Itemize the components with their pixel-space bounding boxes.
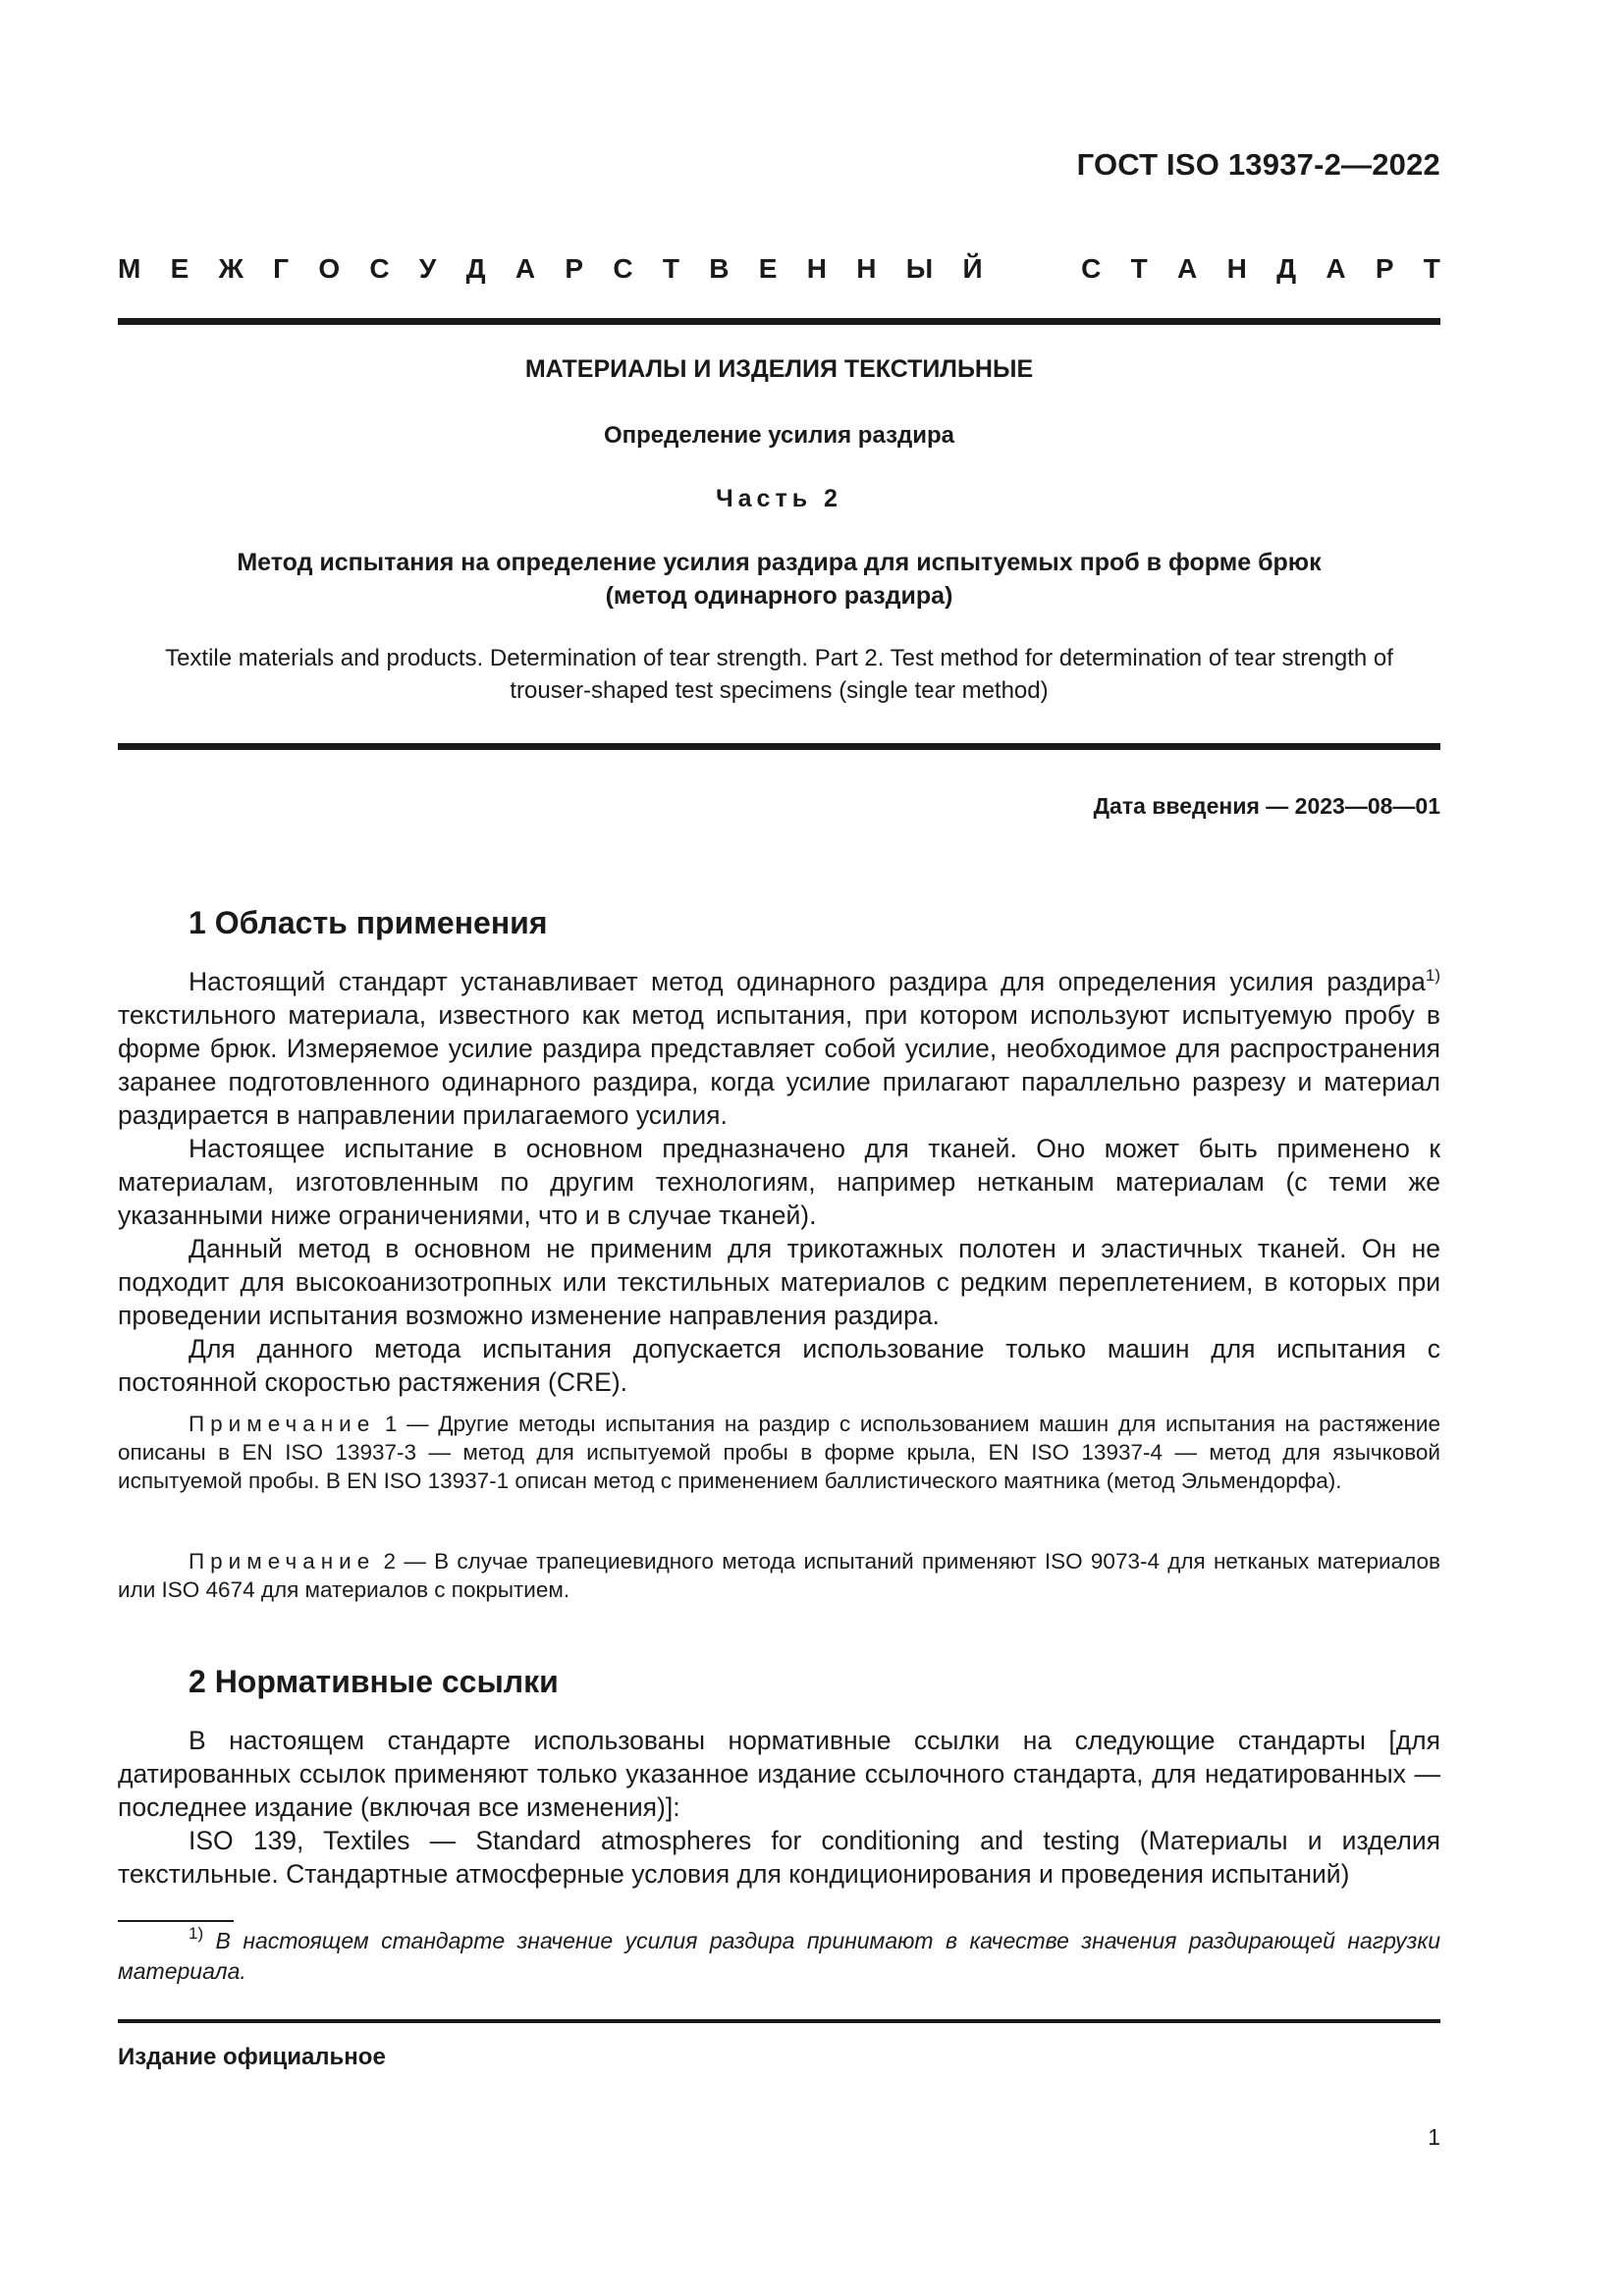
- standard_word1-letter: Д: [465, 253, 486, 284]
- section-2-body: [118, 1724, 1440, 1891]
- effective-date: Дата введения — 2023—08—01: [1093, 793, 1440, 819]
- section-1-heading: 1 Область применения: [189, 905, 548, 940]
- word-gap: [1012, 253, 1052, 285]
- standard_word2-letter: Р: [1375, 253, 1394, 284]
- title-sub: Определение усилия раздира: [603, 422, 955, 449]
- footnote-mark: 1): [189, 1924, 204, 1943]
- standard_word1-letter: Ы: [905, 253, 934, 284]
- standard_word1-letter: Е: [170, 253, 189, 284]
- official-edition-label: Издание официальное: [118, 2044, 386, 2070]
- paragraph: ISO 139, Textiles — Standard atmospheres for conditioning and testing (Материалы и изделия текстильные. Стандартные атмосферные условия для кондиционирования и проведения испытаний): [118, 1826, 1440, 1889]
- top-rule: [118, 318, 1440, 325]
- standard_word1-letter: Ж: [218, 253, 244, 284]
- standard_word2-letter: Д: [1276, 253, 1297, 284]
- footnote-separator: [118, 1920, 234, 1922]
- note-1: Примечание 1 — Другие методы испытания на раздир с использованием машин для испытания на растяжение описаны в EN ISO 13937-3 — метод для испытуемой пробы в форме крыла, EN ISO 13937-4 — метод для язычковой испытуемой пробы. В EN ISO 13937-1 описан метод с применением баллистического маятника (метод Эльмендорфа).: [118, 1412, 1440, 1493]
- note-label: Примечание: [189, 1549, 376, 1574]
- title-method: [118, 546, 1440, 613]
- standard_word1-letter: М: [118, 253, 141, 284]
- standard_word1-letter: Н: [806, 253, 827, 284]
- section-1-body: [118, 965, 1440, 1399]
- paragraph: Настоящий стандарт устанавливает метод одинарного раздира для определения усилия раздира$^{1)}$ текстильного материала, известного как метод испытания, при котором используют испытуемую пробу в форме брюк. Измеряемое усилие раздира представляет собой усилие, необходимое для распространения заранее подготовленного одинарного раздира, когда усилие прилагают параллельно разрезу и материал раздирается в направлении прилагаемого усилия.: [118, 966, 1440, 1130]
- standard_word1-letter: Н: [856, 253, 877, 284]
- title-rule: [118, 743, 1440, 750]
- title-part: Часть 2: [716, 485, 842, 512]
- title-method-line2: (метод одинарного раздира): [605, 582, 953, 610]
- footnote: $^{1)}$ В настоящем стандарте значение усилия раздира принимают в качестве значения раздирающей нагрузки материала.: [118, 1924, 1440, 1984]
- title-method-line1: Метод испытания на определение усилия раздира для испытуемых проб в форме брюк: [237, 549, 1322, 576]
- paragraph: В настоящем стандарте использованы нормативные ссылки на следующие стандарты [для датированных ссылок применяют только указанное издание ссылочного стандарта, для недатированных — последнее издание (включая все изменения)]:: [118, 1726, 1440, 1822]
- standard_word1-letter: С: [369, 253, 390, 284]
- page-number: 1: [1428, 2124, 1440, 2150]
- standard_word1-letter: Й: [962, 253, 983, 284]
- standard_word1-letter: О: [318, 253, 341, 284]
- paragraph: Настоящее испытание в основном предназначено для тканей. Оно может быть применено к материалам, изготовленным по другим технологиям, например нетканым материалам (с теми же указанными ниже ограничениями, что и в случае тканей).: [118, 1134, 1440, 1230]
- footer-rule: [118, 2019, 1440, 2023]
- standard_word1-letter: С: [613, 253, 633, 284]
- standard_word1-letter: В: [709, 253, 730, 284]
- standard_word2-letter: А: [1326, 253, 1346, 284]
- standard_word1-letter: Г: [273, 253, 290, 284]
- standard_word1-letter: Р: [565, 253, 584, 284]
- document-page: [118, 0, 1440, 2296]
- interstate-standard-label: [118, 253, 1440, 285]
- footnote-ref: 1): [1425, 966, 1440, 985]
- paragraph: Данный метод в основном не применим для трикотажных полотен и эластичных тканей. Он не подходит для высокоанизотропных или текстильных материалов с редким переплетением, в которых при проведении испытания возможно изменение направления раздира.: [118, 1234, 1440, 1330]
- standard_word1-letter: А: [514, 253, 536, 284]
- standard_word2-letter: Т: [1423, 253, 1440, 284]
- note-2: Примечание 2 — В случае трапециевидного метода испытаний применяют ISO 9073-4 для нетканых материалов или ISO 4674 для материалов с покрытием.: [118, 1549, 1440, 1602]
- document-code: ГОСТ ISO 13937-2—2022: [1076, 147, 1440, 182]
- standard_word1-letter: У: [418, 253, 437, 284]
- standard_word2-letter: С: [1081, 253, 1102, 284]
- standard_word1-letter: Е: [758, 253, 778, 284]
- paragraph: Для данного метода испытания допускается использование только машин для испытания с постоянной скоростью растяжения (CRE).: [118, 1334, 1440, 1397]
- standard_word1-letter: Т: [662, 253, 679, 284]
- standard_word2-letter: А: [1177, 253, 1198, 284]
- standard_word2-letter: Т: [1130, 253, 1148, 284]
- title-main: МАТЕРИАЛЫ И ИЗДЕЛИЯ ТЕКСТИЛЬНЫЕ: [524, 355, 1034, 383]
- title-english: [118, 642, 1440, 707]
- title-english-line2: trouser-shaped test specimens (single tear method): [510, 677, 1049, 704]
- note-label: Примечание: [189, 1412, 376, 1436]
- standard_word2-letter: Н: [1226, 253, 1247, 284]
- title-english-line1: Textile materials and products. Determination of tear strength. Part 2. Test method for determination of tear strength of: [165, 645, 1393, 671]
- section-2-heading: 2 Нормативные ссылки: [189, 1664, 559, 1699]
